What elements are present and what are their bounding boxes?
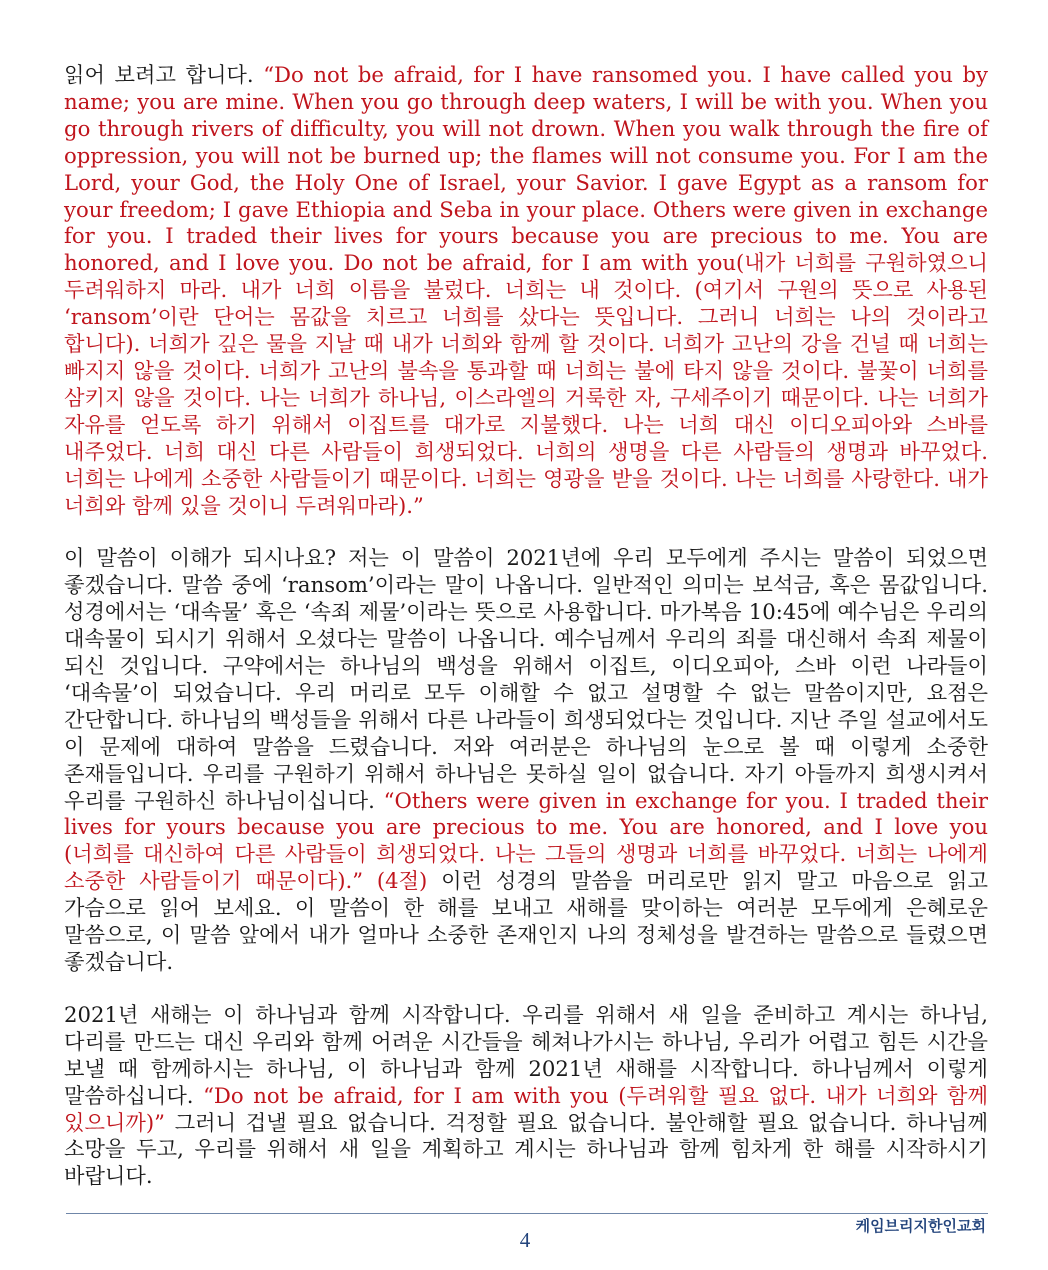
scripture-quote-verse-4: “Others were given in exchange for you. I traded their lives for yours because you are precious to me. You are honored, and I love you (너희를 대신하여 다른 사람들이 희생되었다. 나는 그들의 생명과 너희를 바꾸었다. 너희는 나에게 소중한 사람들이기 때문이다).” (4절)	[64, 787, 988, 894]
document-body	[64, 62, 988, 1190]
scripture-quote-do-not-be-afraid: “Do not be afraid, for I am with you (두려워할 필요 없다. 내가 너희와 함께 있으니까)”	[64, 1082, 988, 1135]
page-number: 4	[519, 1228, 531, 1252]
paragraph-ransom-explanation	[64, 545, 988, 976]
church-name: 케임브리지한인교회	[855, 1217, 986, 1235]
explanation-text: 이 말씀이 이해가 되시나요? 저는 이 말씀이 2021년에 우리 모두에게 주시는 말씀이 되었으면 좋겠습니다. 말씀 중에 ‘ransom’이라는 말이 나옵니다. 일반적인 의미는 보석금, 혹은 몸값입니다. 성경에서는 ‘대속물’ 혹은 ‘속죄 제물’이라는 뜻으로 사용합니다. 마가복음 10:45에 예수님은 우리의 대속물이 되시기 위해서 오셨다는 말씀이 나옵니다. 예수님께서 우리의 죄를 대신해서 속죄 제물이 되신 것입니다. 구약에서는 하나님의 백성을 위해서 이집트, 이디오피아, 스바 이런 나라들이 ‘대속물’이 되었습니다. 우리 머리로 모두 이해할 수 없고 설명할 수 없는 말씀이지만, 요점은 간단합니다. 하나님의 백성들을 위해서 다른 나라들이 희생되었다는 것입니다. 지난 주일 설교에서도 이 문제에 대하여 말씀을 드렸습니다. 저와 여러분은 하나님의 눈으로 볼 때 이렇게 소중한 존재들입니다. 우리를 구원하기 위해서 하나님은 못하실 일이 없습니다. 자기 아들까지 희생시켜서 우리를 구원하신 하나님이십니다.	[64, 545, 988, 813]
new-year-text: 2021년 새해는 이 하나님과 함께 시작합니다. 우리를 위해서 새 일을 준비하고 계시는 하나님, 다리를 만드는 대신 우리와 함께 어려운 시간들을 헤쳐나가시는 하나님, 우리가 어렵고 힘든 시간을 보낼 때 함께하시는 하나님, 이 하나님과 함께 2021년 새해를 시작합니다. 하나님께서 이렇게 말씀하십니다.	[64, 1001, 988, 1108]
paragraph-new-year	[64, 1002, 988, 1190]
scripture-quote-isaiah-43: “Do not be afraid, for I have ransomed you. I have called you by name; you are mine. When you go through deep waters, I will be with you. When you go through rivers of difficulty, you will not drown. When you walk through the fire of oppression, you will not be burned up; the flames will not consume you. For I am the Lord, your God, the Holy One of Israel, your Savior. I gave Egypt as a ransom for your freedom; I gave Ethiopia and Seba in your place. Others were given in exchange for you. I traded their lives for yours because you are precious to me. You are honored, and I love you. Do not be afraid, for I am with you(내가 너희를 구원하였으니 두려워하지 마라. 내가 너희 이름을 불렀다. 너희는 내 것이다. (여기서 구원의 뜻으로 사용된 ‘ransom’이란 단어는 몸값을 치르고 너희를 샀다는 뜻입니다. 그러니 너희는 나의 것이라고 합니다). 너희가 깊은 물을 지날 때 내가 너희와 함께 할 것이다. 너희가 고난의 강을 건널 때 너희는 빠지지 않을 것이다. 너희가 고난의 불속을 통과할 때 너희는 불에 타지 않을 것이다. 불꽃이 너희를 삼키지 않을 것이다. 나는 너희가 하나님, 이스라엘의 거룩한 자, 구세주이기 때문이다. 나는 너희가 자유를 얻도록 하기 위해서 이집트를 대가로 지불했다. 나는 너희 대신 이디오피아와 스바를 내주었다. 너희 대신 다른 사람들이 희생되었다. 너희의 생명을 다른 사람들의 생명과 바꾸었다. 너희는 나에게 소중한 사람들이기 때문이다. 너희는 영광을 받을 것이다. 나는 너희를 사랑한다. 내가 너희와 함께 있을 것이니 두려워마라).”	[64, 62, 988, 518]
intro-text: 읽어 보려고 합니다.	[64, 62, 264, 87]
paragraph-scripture-isaiah	[64, 62, 988, 519]
footer-divider	[66, 1213, 988, 1214]
reflection-text: 이런 성경의 말씀을 머리로만 읽지 말고 마음으로 읽고 가슴으로 읽어 보세요. 이 말씀이 한 해를 보내고 새해를 맞이하는 여러분 모두에게 은혜로운 말씀으로, 이 말씀 앞에서 내가 얼마나 소중한 존재인지 나의 정체성을 발견하는 말씀으로 들렸으면 좋겠습니다.	[64, 868, 988, 974]
closing-text: 그러니 겁낼 필요 없습니다. 걱정할 필요 없습니다. 불안해할 필요 없습니다. 하나님께 소망을 두고, 우리를 위해서 새 일을 계획하고 계시는 하나님과 함께 힘차게 한 해를 시작하시기 바랍니다.	[64, 1109, 988, 1189]
